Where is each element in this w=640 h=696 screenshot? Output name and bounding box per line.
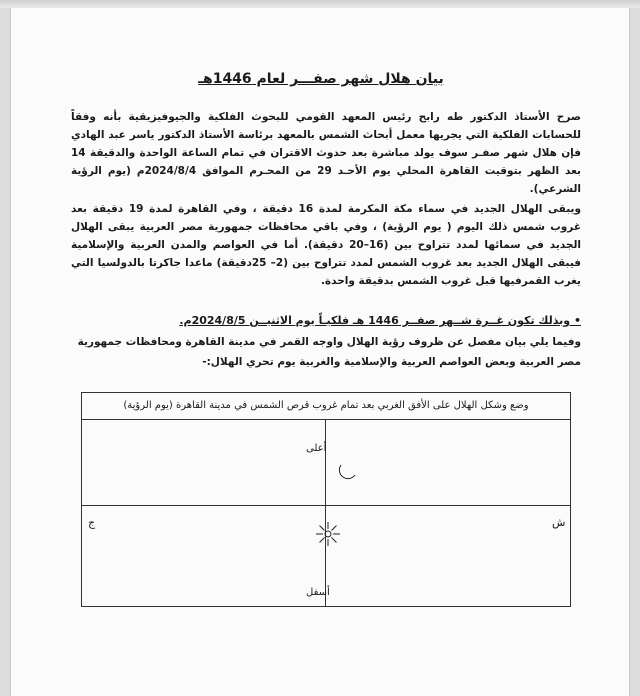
table-introduction: وفيما يلي بيان مفصل عن ظروف رؤية الهلال واوجه القمر في مدينة القاهرة ومحافظات جمهورية مصر العربية وبعض العواصم العربية والإسلامية والغربية يوم تحري الهلال:- xyxy=(77,336,581,368)
paragraph-moon-duration: ويبقى الهلال الجديد في سماء مكة المكرمة لمدة 16 دقيقة ، وفي القاهرة لمدة 19 دقيقة بعد غروب شمس ذلك اليوم ( يوم الرؤية) ، وفي باقي محافظات جمهورية مصر العربية يبقى الهلال الجديد في سمائها لمدد تتراوح بين (16–20 دقيقة). أما في العواصم والمدن العربية والإسلامية فيبقى الهلال الجديد بعد غروب الشمس لمدد تتراوح بين (2– 25دقيقة) ماعدا جاكرتا بالدولسيا التي يغرب القمرفيها قبل غروب الشمس بدقيقة واحدة. xyxy=(71,203,581,287)
label-up: أعلى xyxy=(306,443,327,454)
horizon-line xyxy=(82,505,570,506)
label-south: ج xyxy=(88,516,96,529)
horizon-diagram-table xyxy=(81,392,571,607)
paragraph-conjunction: صرح الأستاذ الدكتور طه رابح رئيس المعهد القومي للبحوث الفلكية والجيوفيزيقية بأنه وفقاً للحسابات الفلكية التي يجريها معمل أبحاث الشمس بالمعهد برئاسة الأستاذ الدكتور ياسر عبد الهادي فإن هلال شهر صفـر سوف يولد مباشرة بعد حدوث الاقتران في تمام الساعة الواحدة والدقيقة 14 بعد الظهر بتوقيت القاهرة المحلي يوم الأحـد 29 من المحـرم الموافق 2024/8/4م (يوم الرؤية الشرعي). xyxy=(71,111,581,195)
photo-top-edge xyxy=(0,0,640,8)
crescent-moon-icon xyxy=(336,459,358,481)
month-start-statement: • وبذلك تكون غــرة شــهر صفــر 1446 هـ فلكيـاً يوم الاثنيــن 2024/8/5م. xyxy=(179,314,581,327)
label-down: أسفل xyxy=(306,587,330,598)
document-page xyxy=(10,8,630,696)
label-north: ش xyxy=(552,516,566,529)
document-title: بيان هلال شهر صفـــر لعام 1446هـ xyxy=(198,71,444,87)
sun-icon xyxy=(315,521,341,547)
table-header: وضع وشكل الهلال على الأفق الغربي بعد تمام غروب قرص الشمس في مدينة القاهرة (يوم الرؤية) xyxy=(82,393,570,420)
